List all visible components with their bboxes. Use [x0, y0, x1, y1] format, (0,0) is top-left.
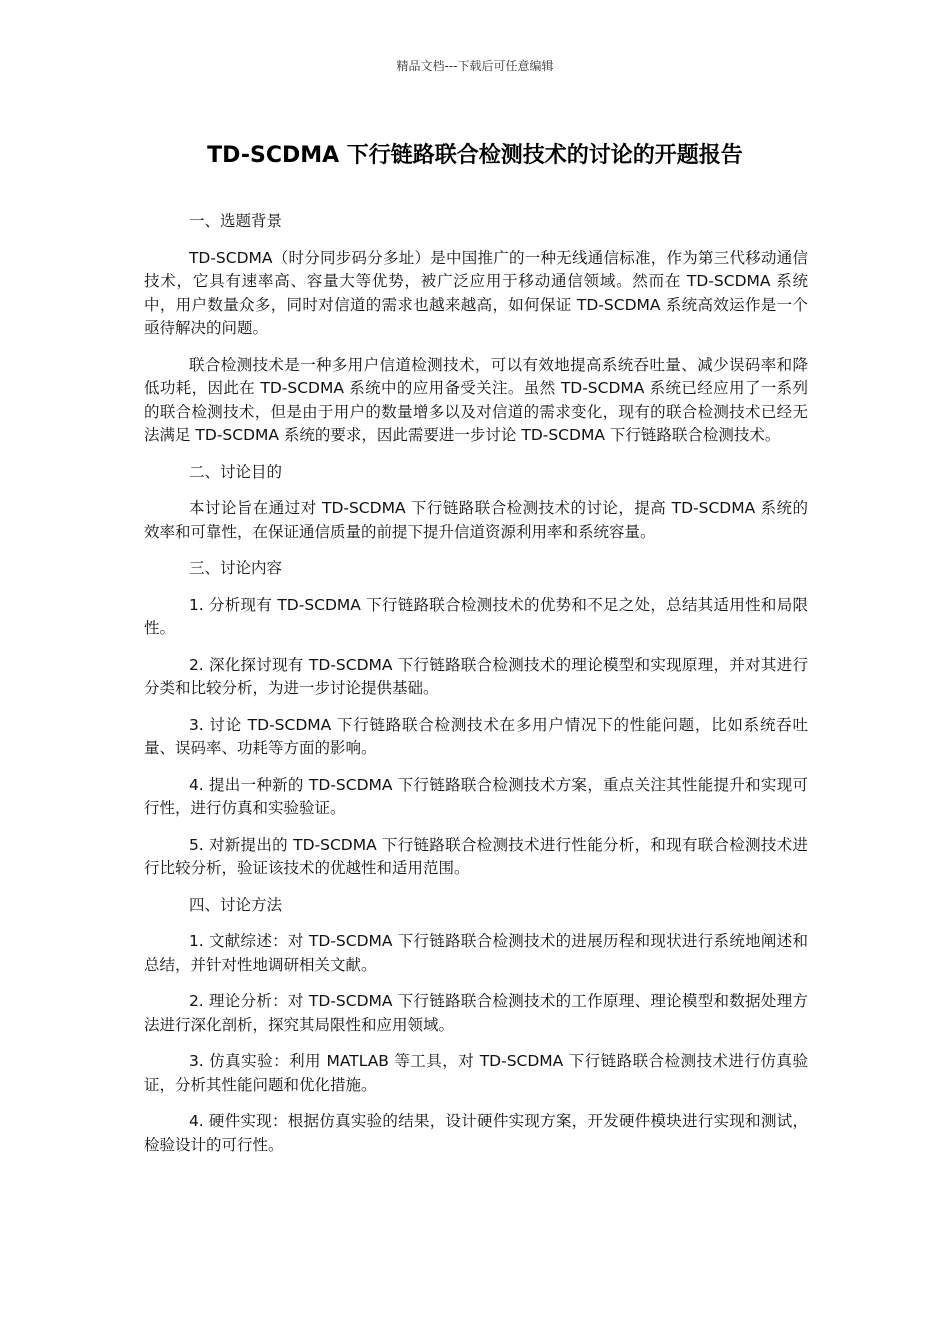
- list-paragraph: 3. 讨论 TD-SCDMA 下行链路联合检测技术在多用户情况下的性能问题，比如系统吞吐量、误码率、功耗等方面的影响。: [144, 715, 808, 757]
- list-paragraph: 4. 提出一种新的 TD-SCDMA 下行链路联合检测技术方案，重点关注其性能提升和实现可行性，进行仿真和实验验证。: [144, 775, 808, 817]
- list-paragraph: 1. 分析现有 TD-SCDMA 下行链路联合检测技术的优势和不足之处，总结其适用性和局限性。: [144, 595, 808, 637]
- section-heading: 四、讨论方法: [188, 895, 282, 914]
- header-note: 精品文档---下载后可任意编辑: [396, 59, 554, 73]
- list-paragraph: 5. 对新提出的 TD-SCDMA 下行链路联合检测技术进行性能分析，和现有联合检测技术进行比较分析，验证该技术的优越性和适用范围。: [144, 835, 808, 877]
- paragraph: 联合检测技术是一种多用户信道检测技术，可以有效地提高系统吞吐量、减少误码率和降低功耗，因此在 TD-SCDMA 系统中的应用备受关注。虽然 TD-SCDMA 系统已经应用了一系列的联合检测技术，但是由于用户的数量增多以及对信道的需求变化，现有的联合检测技术已经无法满足 TD-SCDMA 系统的要求，因此需要进一步讨论 TD-SCDMA 下行链路联合检测技术。: [144, 355, 808, 444]
- section-methods: [144, 894, 808, 1158]
- document-body: [144, 210, 808, 1170]
- section-purpose: [144, 461, 808, 545]
- list-paragraph: 3. 仿真实验：利用 MATLAB 等工具，对 TD-SCDMA 下行链路联合检测技术进行仿真验证，分析其性能问题和优化措施。: [144, 1052, 808, 1094]
- paragraph: TD-SCDMA（时分同步码分多址）是中国推广的一种无线通信标准，作为第三代移动通信技术，它具有速率高、容量大等优势，被广泛应用于移动通信领域。然而在 TD-SCDMA 系统中，用户数量众多，同时对信道的需求也越来越高，如何保证 TD-SCDMA 系统高效运作是一个亟待解决的问题。: [144, 248, 808, 337]
- list-paragraph: 1. 文献综述：对 TD-SCDMA 下行链路联合检测技术的进展历程和现状进行系统地阐述和总结，并针对性地调研相关文献。: [144, 932, 808, 974]
- section-heading: 三、讨论内容: [188, 559, 282, 577]
- section-background: [144, 210, 808, 448]
- section-heading: 二、讨论目的: [188, 462, 282, 481]
- section-content: [144, 557, 808, 881]
- paragraph: 本讨论旨在通过对 TD-SCDMA 下行链路联合检测技术的讨论，提高 TD-SCDMA 系统的效率和可靠性，在保证通信质量的前提下提升信道资源利用率和系统容量。: [144, 499, 808, 541]
- document-title: TD-SCDMA 下行链路联合检测技术的讨论的开题报告: [207, 143, 743, 168]
- list-paragraph: 4. 硬件实现：根据仿真实验的结果，设计硬件实现方案，开发硬件模块进行实现和测试，检验设计的可行性。: [144, 1112, 808, 1154]
- list-paragraph: 2. 深化探讨现有 TD-SCDMA 下行链路联合检测技术的理论模型和实现原理，并对其进行分类和比较分析，为进一步讨论提供基础。: [144, 655, 808, 697]
- list-paragraph: 2. 理论分析：对 TD-SCDMA 下行链路联合检测技术的工作原理、理论模型和数据处理方法进行深化剖析，探究其局限性和应用领域。: [144, 992, 808, 1034]
- section-heading: 一、选题背景: [188, 212, 282, 230]
